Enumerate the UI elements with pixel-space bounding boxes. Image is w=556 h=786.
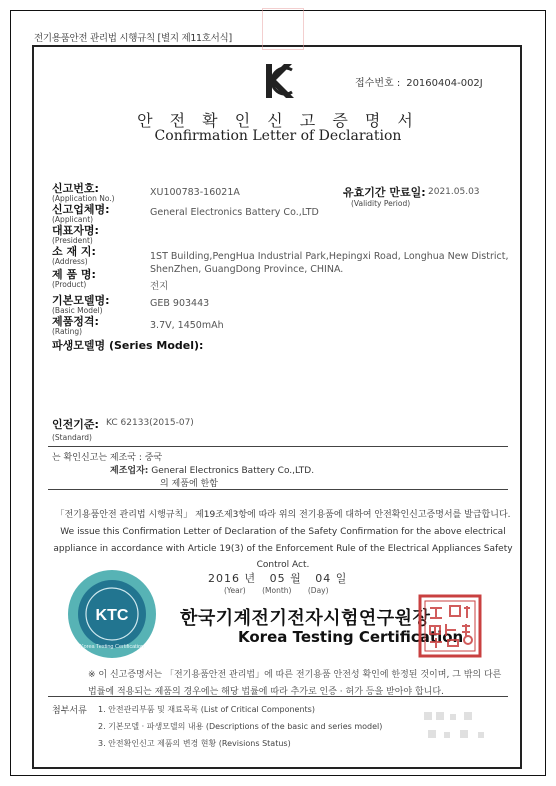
certificate-frame: [32, 45, 522, 769]
divider: [48, 696, 508, 697]
attachment-item: 2. 기본모델 · 파생모델의 내용 (Descriptions of the basic and series model): [98, 722, 383, 731]
validity-label: 유효기간 만료일: (Validity Period): [343, 186, 426, 208]
svg-text:KTC: KTC: [95, 607, 129, 624]
field-rating-value: 3.7V, 1450mAh: [150, 320, 224, 331]
field-applicant-value: General Electronics Battery Co.,LTD: [150, 207, 319, 218]
field-address-value-line2: ShenZhen, GuangDong Province, CHINA.: [150, 264, 344, 275]
validity-value: 2021.05.03: [428, 187, 480, 197]
field-applicant-label: 신고업체명: (Applicant): [52, 203, 110, 224]
manufacturer-tail: 의 제품에 한함: [160, 479, 218, 489]
field-application-no-label: 신고번호: (Application No.): [52, 182, 115, 203]
attachment-item: 1. 안전관리부품 및 재료목록 (List of Critical Components): [98, 705, 315, 714]
field-address-value: 1ST Building,PengHua Industrial Park,Hepingxi Road, Longhua New District,: [150, 251, 509, 262]
field-product-value: 전지: [150, 281, 169, 292]
receipt-number: 접수번호 : 20160404-002J: [355, 78, 483, 89]
form-reference: 전기용품안전 관리법 시행규칙 [별지 제11호서식]: [34, 33, 232, 44]
field-product-label: 제 품 명: (Product): [52, 268, 96, 289]
field-basic-model-label: 기본모델명: (Basic Model): [52, 294, 110, 315]
field-address-label: 소 재 지: (Address): [52, 245, 96, 266]
manufacturer-country: 는 확인신고는 제조국 : 중국: [52, 453, 163, 463]
note-line-1: ※ 이 신고증명서는 「전기용품안전 관리법」에 따른 전기용품 안전성 확인에 한정된 것이며, 그 밖의 다른: [88, 670, 502, 680]
attachment-item: 3. 안전확인신고 제품의 변경 현황 (Revisions Status): [98, 739, 291, 748]
standard-value: KC 62133(2015-07): [106, 418, 194, 428]
kc-mark-icon: [262, 60, 296, 102]
stamp-mark: [262, 8, 304, 50]
field-series-model-label: 파생모델명 (Series Model):: [52, 339, 204, 352]
ktc-seal-icon: [66, 568, 158, 660]
issue-date: 2016 년 05 월 04 일 (Year) (Month) (Day): [208, 572, 348, 595]
institute-name-english: Korea Testing Certification: [238, 628, 464, 646]
institute-name-korean: 한국기계전기전자시험연구원장: [180, 608, 431, 629]
note-line-2: 법률에 적용되는 제품의 경우에는 해당 법률에 따라 추가로 인증 · 허가 등을 받아야 합니다.: [88, 687, 444, 697]
title-korean: 안 전 확 인 신 고 증 명 서: [137, 111, 419, 130]
standard-label: 인전기준: (Standard): [52, 418, 99, 442]
field-president-label: 대표자명: (President): [52, 224, 99, 245]
attachments-label: 첨부서류: [52, 706, 87, 716]
field-rating-label: 제품정격: (Rating): [52, 315, 99, 336]
watermark-mark: [420, 706, 500, 752]
official-seal-icon: [418, 594, 482, 658]
statement-korean: 「전기용품안전 관리법 시행규칙」 제19조제3항에 따라 위의 전기용품에 대하여 안전확인신고증명서를 발급합니다.: [55, 510, 511, 520]
field-application-no-value: XU100783-16021A: [150, 187, 240, 198]
field-basic-model-value: GEB 903443: [150, 298, 210, 309]
manufacturer-name: 제조업자: General Electronics Battery Co.,LTD.: [110, 466, 315, 476]
title-english: Confirmation Letter of Declaration: [154, 128, 402, 144]
statement-english-2: appliance in accordance with Article 19(3) of the Enforcement Rule of the Electrical Appliances Safety Control Act.: [53, 544, 513, 570]
svg-text:Korea Testing Certification: Korea Testing Certification: [79, 644, 145, 650]
statement-english-1: We issue this Confirmation Letter of Declaration of the Safety Confirmation for the above electrical: [60, 527, 506, 537]
